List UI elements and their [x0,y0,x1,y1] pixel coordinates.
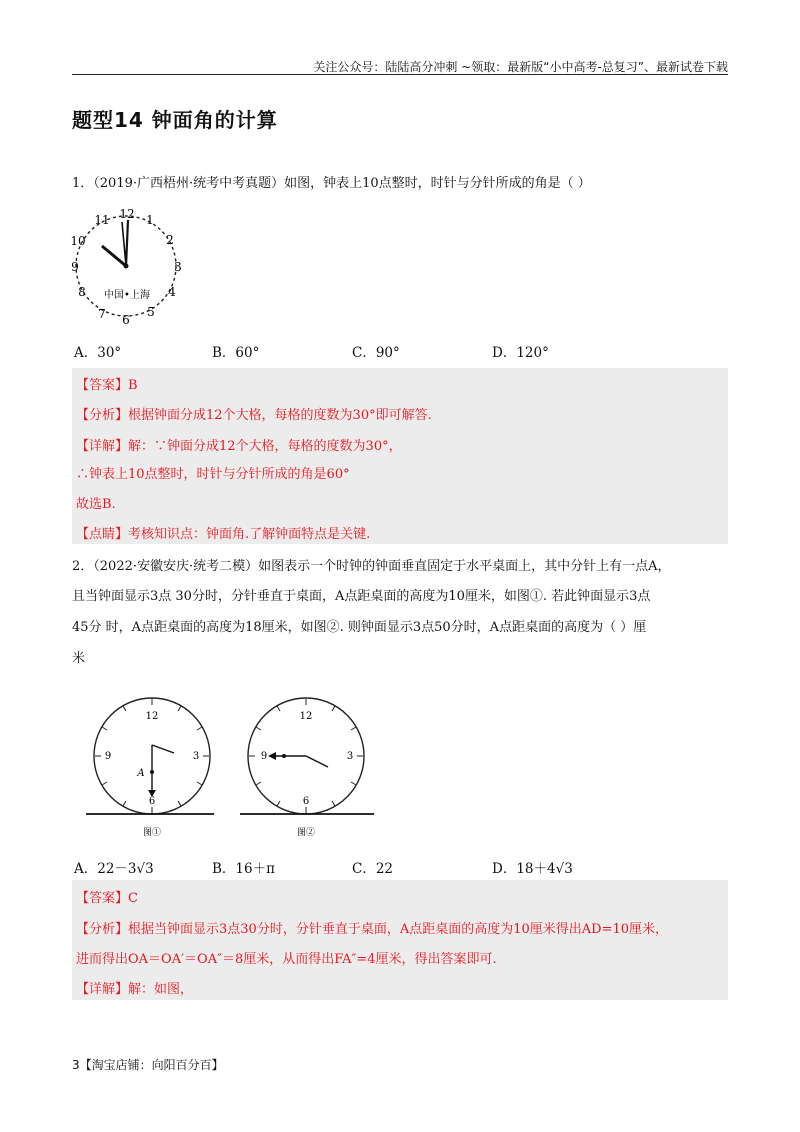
q1-option-d: D．120° [492,345,549,361]
q2-analysis: 【分析】根据当钟面显示3点30分时，分针垂直于桌面，A点距桌面的高度为10厘米得出AD=10厘米， [76,922,669,937]
fig2-number-9: 9 [260,751,268,762]
q2-line3: 45分 时，A点距桌面的高度为18厘米，如图②. 则钟面显示3点50分时，A点距桌面的高度为（ ）厘 [72,620,647,635]
q1-option-a: A．30° [74,345,122,361]
q1-answer-box [72,368,728,544]
figure-1-clock [86,698,214,838]
clock-number: 12 [119,207,135,221]
clock-number: 3 [174,260,182,274]
section-title: 题型14 钟面角的计算 [72,108,278,132]
q2-option-c: C．22 [352,861,394,877]
clock-number: 2 [166,233,174,247]
q1-clock-figure [66,204,188,328]
q1-option-b: B．60° [212,345,260,361]
q2-line2: 且当钟面显示3点 30分时，分针垂直于桌面，A点距桌面的高度为10厘米，如图①. 若此钟面显示3点 [72,589,651,604]
q1-detail: 【详解】解：∵钟面分成12个大格，每格的度数为30°， [76,439,402,454]
fig2-number-3: 3 [346,751,354,762]
fig1-number-9: 9 [104,751,112,762]
q2-option-a: A．22－3√3 [74,861,154,877]
clock-brand-label: 中国•上海 [104,290,150,301]
clock-number: 4 [168,285,176,299]
clock-number: 7 [98,307,106,321]
clock-number: 1 [146,213,154,227]
q1-option-c: C．90° [352,345,400,361]
clock-number: 5 [147,305,155,319]
page-header: 关注公众号：陆陆高分冲刺 ~领取：最新版“小中高考-总复习”、最新试卷下载 [313,60,728,74]
fig1-number-6: 6 [148,796,156,807]
q1-text: 1．（2019·广西梧州·统考中考真题）如图，钟表上10点整时，时针与分针所成的角是（ ） [72,176,591,191]
q1-comment: 【点睛】考核知识点：钟面角.了解钟面特点是关键. [76,527,371,542]
q2-option-b: B．16＋π [212,861,275,877]
clock-number: 10 [70,234,86,248]
fig1-number-12: 12 [145,711,159,722]
q1-analysis: 【分析】根据钟面分成12个大格，每格的度数为30°即可解答. [76,408,432,423]
q2-line1: 2．（2022·安徽安庆·统考二模）如图表示一个时钟的钟面垂直固定于水平桌面上，其中分针上有一点A， [72,559,671,574]
q2-option-d: D．18＋4√3 [492,861,573,877]
fig2-caption: 图② [296,828,316,838]
q2-analysis-line2: 进而得出OA＝OA′＝OA″＝8厘米，从而得出FA″=4厘米，得出答案即可. [76,952,497,967]
clock-number: 8 [78,285,86,299]
fig2-number-6: 6 [302,796,310,807]
clock-number: 6 [122,313,130,327]
fig1-caption: 图① [142,828,162,838]
page-footer: 3【淘宝店铺：向阳百分百】 [72,1058,224,1072]
q1-detail-line2: ∴钟表上10点整时，时针与分针所成的角是60° [76,467,350,482]
q2-clock-figures [86,690,376,840]
fig1-point-a: A [137,768,145,779]
fig2-number-12: 12 [299,711,313,722]
clock-number: 11 [94,213,110,227]
header-divider [72,74,728,75]
fig1-number-3: 3 [192,751,200,762]
figure-2-clock [240,698,374,838]
q1-answer: 【答案】B [76,378,138,393]
q2-detail: 【详解】解：如图， [76,982,194,997]
q2-answer: 【答案】C [76,891,138,906]
q1-detail-line3: 故选B. [76,497,116,512]
clock-number: 9 [71,260,79,274]
q2-line4: 米 [72,651,86,666]
